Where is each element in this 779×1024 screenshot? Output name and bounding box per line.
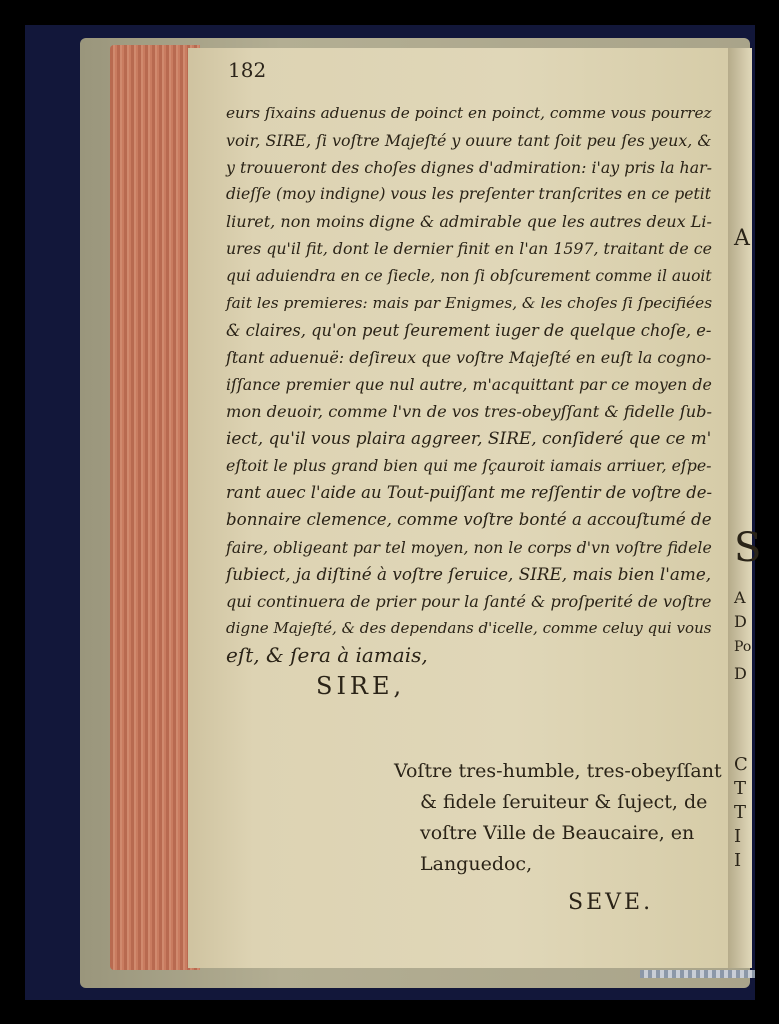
- text-line: ſubiect, ja diſtiné à voſtre ſeruice, SIRE, mais bien l'ame,: [226, 563, 712, 584]
- text-line: digne Majeſté, & des dependans d'icelle, comme celuy qui vous: [226, 618, 712, 637]
- text-line: eurs ſixains aduenus de poinct en poinct, comme vous pourrez: [226, 104, 712, 122]
- facing-letter: D: [734, 664, 747, 683]
- signature-block: [394, 756, 724, 880]
- signature-line: voſtre Ville de Beaucaire, en: [420, 822, 695, 844]
- signature-line: Languedoc,: [420, 853, 533, 875]
- salutation: SIRE,: [316, 672, 406, 700]
- text-line: faire, obligeant par tel moyen, non le corps d'vn voſtre fidele: [226, 537, 712, 557]
- signature-line: & fidele ſeruiteur & ſuject, de: [420, 791, 708, 813]
- facing-letter: A: [734, 226, 750, 251]
- body-text: [226, 100, 722, 669]
- page-number: 182: [228, 58, 267, 82]
- facing-letter: T: [734, 778, 747, 799]
- facing-letter: I: [734, 850, 742, 871]
- text-line: ures qu'il fit, dont le dernier finit en l'an 1597, traitant de ce: [226, 239, 712, 259]
- signature-line: Voſtre tres-humble, tres-obeyſſant: [394, 760, 722, 782]
- text-line: fait les premieres: mais par Enigmes, & les choſes ſi ſpecifiées: [226, 293, 713, 312]
- text-line: y trouueront des choſes dignes d'admiration: i'ay pris la har-: [226, 158, 713, 178]
- facing-letter: S: [734, 525, 762, 571]
- facing-letter: D: [734, 612, 747, 631]
- facing-letter: I: [734, 826, 742, 847]
- bookmark-ribbon: [640, 970, 755, 978]
- text-line: iect, qu'il vous plaira aggreer, SIRE, conſideré que ce m': [226, 428, 712, 449]
- text-line: ſtant aduenuë: deſireux que voſtre Majeſté en euſt la cogno-: [226, 347, 712, 367]
- facing-letter: C: [734, 754, 748, 775]
- facing-letter: T: [734, 802, 747, 823]
- text-line: qui continuera de prier pour la ſanté & proſperité de voſtre: [226, 591, 712, 611]
- page-edges: [110, 45, 200, 970]
- text-line: iſſance premier que nul autre, m'acquittant par ce moyen de: [226, 374, 712, 394]
- text-line: dieſſe (moy indigne) vous les preſenter tranſcrites en ce petit: [226, 185, 712, 204]
- text-line: eſtoit le plus grand bien qui me ſçauroit iamais arriuer, eſpe-: [226, 456, 712, 476]
- facing-letter: Po: [734, 639, 752, 655]
- text-line: voir, SIRE, ſi voſtre Majeſté y ouure tant ſoit peu ſes yeux, &: [226, 131, 712, 151]
- text-line: eſt, & ſera à iamais,: [226, 642, 428, 667]
- text-line: bonnaire clemence, comme voſtre bonté a accouſtumé de: [226, 510, 712, 530]
- signer-name: SEVE.: [568, 890, 654, 915]
- text-line: rant auec l'aide au Tout-puiſſant me reſſentir de voſtre de-: [226, 483, 713, 503]
- text-line: & claires, qu'on peut ſeurement iuger de quelque choſe, e-: [226, 320, 712, 340]
- text-line: liuret, non moins digne & admirable que les autres deux Li-: [226, 212, 712, 232]
- text-line: qui aduiendra en ce ſiecle, non ſi obſcurement comme il auoit: [226, 266, 712, 285]
- facing-letter: A: [734, 588, 746, 607]
- text-line: mon deuoir, comme l'vn de vos tres-obeyſſant & fidelle ſub-: [226, 402, 712, 422]
- facing-page-edge: [728, 48, 762, 968]
